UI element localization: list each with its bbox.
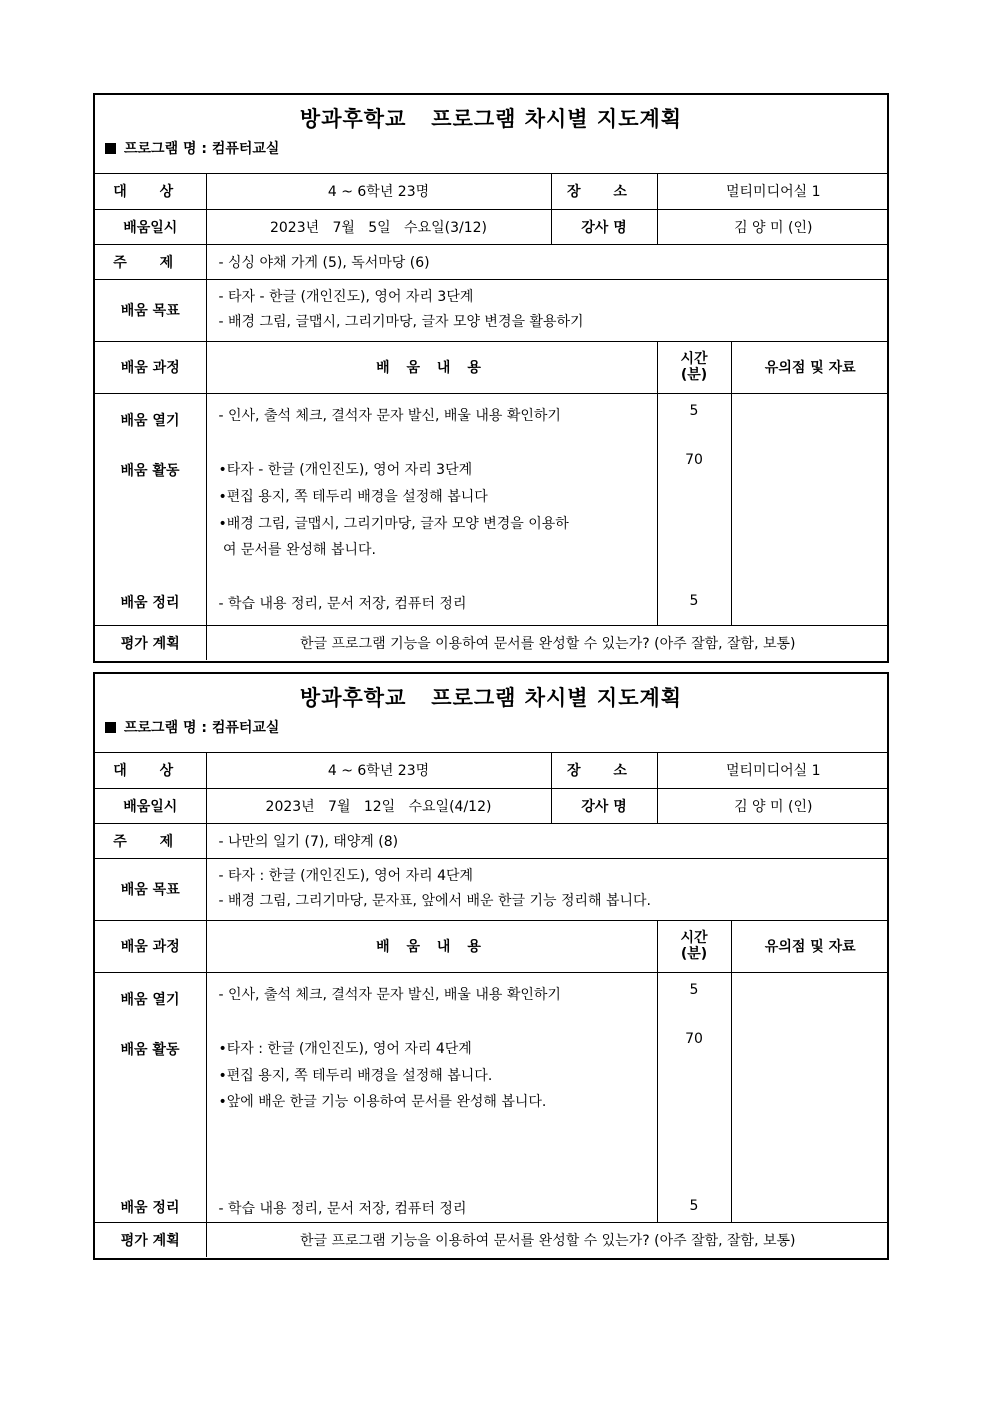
stage-close: 배움 정리 [120,594,180,611]
eval-value: 한글 프로그램 기능을 이용하여 문서를 완성할 수 있는가? (아주 잘함, 잘함, 보통) [206,625,889,660]
col-time-header: 시간 (분) [657,341,731,393]
col-time-header: 시간 (분) [657,920,731,972]
col-content-header: 배 움 내 용 [206,920,657,972]
lesson-plan-2 [93,672,889,1260]
place-value: 멀티미디어실 1 [657,753,889,788]
eval-label: 평가 계획 [95,1222,206,1257]
target-value: 4 ~ 6학년 23명 [206,753,551,788]
process-cell [95,972,206,1222]
goal-line: - 타자 - 한글 (개인진도), 영어 자리 3단계 [218,289,474,305]
goal-label: 배움 목표 [95,858,206,920]
teacher-label: 강사 명 [551,209,657,244]
plan-title: 방과후학교 프로그램 차시별 지도계획 [299,107,683,131]
place-label: 장 소 [551,753,657,788]
content-cell [206,393,657,625]
col-process-header: 배움 과정 [95,341,206,393]
topic-value: - 나만의 일기 (7), 태양계 (8) [206,823,889,858]
notes-cell [731,393,889,625]
goal-line: - 배경 그림, 그리기마당, 문자표, 앞에서 배운 한글 기능 정리해 봅니다. [218,893,652,909]
notes-cell [731,972,889,1222]
goal-label: 배움 목표 [95,279,206,341]
plan-table [95,174,889,660]
eval-label: 평가 계획 [95,625,206,660]
square-bullet-icon [105,143,116,154]
square-bullet-icon [105,722,116,733]
time-close: 5 [689,1197,699,1214]
topic-label: 주 제 [95,823,206,858]
date-label: 배움일시 [95,209,206,244]
activity-line: 여 문서를 완성해 봅니다. [218,541,376,558]
lesson-plan-1 [93,93,889,663]
target-label: 대 상 [95,753,206,788]
close-content: - 학습 내용 정리, 문서 저장, 컴퓨터 정리 [218,595,467,612]
activity-line: •편집 용지, 쪽 테두리 배경을 설정해 봅니다 [218,488,488,505]
goal-value [206,858,889,920]
stage-activity: 배움 활동 [120,462,180,479]
col-notes-header: 유의점 및 자료 [731,341,889,393]
target-label: 대 상 [95,174,206,209]
teacher-label: 강사 명 [551,788,657,823]
target-value: 4 ~ 6학년 23명 [206,174,551,209]
process-cell [95,393,206,625]
close-content: - 학습 내용 정리, 문서 저장, 컴퓨터 정리 [218,1200,467,1217]
activity-line: •타자 : 한글 (개인진도), 영어 자리 4단계 [218,1040,472,1057]
topic-value: - 싱싱 야채 가게 (5), 독서마당 (6) [206,244,889,279]
stage-activity: 배움 활동 [120,1041,180,1058]
program-name: 프로그램 명 : 컴퓨터교실 [95,129,887,173]
time-cell [657,393,731,625]
activity-line: •타자 - 한글 (개인진도), 영어 자리 3단계 [218,461,473,478]
time-cell [657,972,731,1222]
col-notes-header: 유의점 및 자료 [731,920,889,972]
open-content: - 인사, 출석 체크, 결석자 문자 발신, 배울 내용 확인하기 [218,407,561,424]
place-value: 멀티미디어실 1 [657,174,889,209]
goal-line: - 배경 그림, 글맵시, 그리기마당, 글자 모양 변경을 활용하기 [218,314,584,330]
topic-label: 주 제 [95,244,206,279]
date-value: 2023년 7월 12일 수요일(4/12) [206,788,551,823]
date-value: 2023년 7월 5일 수요일(3/12) [206,209,551,244]
stage-close: 배움 정리 [120,1199,180,1216]
plan-header [95,674,887,753]
plan-title: 방과후학교 프로그램 차시별 지도계획 [299,686,683,710]
time-open: 5 [689,981,699,998]
activity-line: •앞에 배운 한글 기능 이용하여 문서를 완성해 봅니다. [218,1093,547,1110]
goal-value [206,279,889,341]
stage-open: 배움 열기 [120,991,180,1008]
stage-open: 배움 열기 [120,412,180,429]
time-activity: 70 [685,1030,703,1047]
open-content: - 인사, 출석 체크, 결석자 문자 발신, 배울 내용 확인하기 [218,986,561,1003]
date-label: 배움일시 [95,788,206,823]
place-label: 장 소 [551,174,657,209]
time-open: 5 [689,402,699,419]
program-name: 프로그램 명 : 컴퓨터교실 [95,708,887,752]
teacher-value: 김 양 미 (인) [657,209,889,244]
plan-header [95,95,887,174]
content-cell [206,972,657,1222]
plan-table [95,753,889,1257]
time-activity: 70 [685,451,703,468]
col-content-header: 배 움 내 용 [206,341,657,393]
teacher-value: 김 양 미 (인) [657,788,889,823]
activity-line: •편집 용지, 쪽 테두리 배경을 설정해 봅니다. [218,1067,493,1084]
time-close: 5 [689,592,699,609]
col-process-header: 배움 과정 [95,920,206,972]
goal-line: - 타자 : 한글 (개인진도), 영어 자리 4단계 [218,868,474,884]
eval-value: 한글 프로그램 기능을 이용하여 문서를 완성할 수 있는가? (아주 잘함, 잘함, 보통) [206,1222,889,1257]
activity-line: •배경 그림, 글맵시, 그리기마당, 글자 모양 변경을 이용하 [218,515,569,532]
